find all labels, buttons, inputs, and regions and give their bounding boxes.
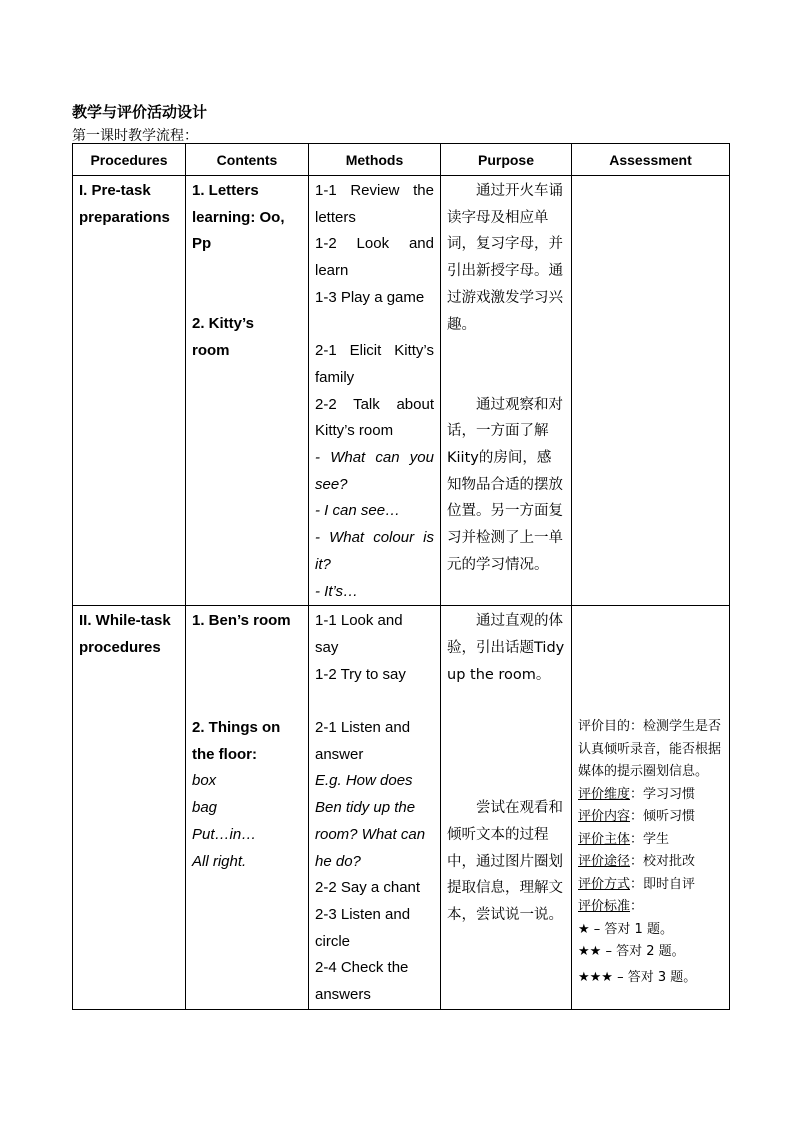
content-line: 1. Letters: [192, 182, 259, 199]
content-item: Put…in…: [192, 825, 257, 843]
method-line: family: [315, 368, 355, 386]
procedure-label: preparations: [79, 208, 170, 226]
method-line: 2-1 Elicit Kitty’s: [315, 342, 434, 360]
method-line: learn: [315, 262, 349, 280]
assessment-subject: 评价主体：学生: [578, 831, 670, 847]
method-line: 1-1 Review the: [315, 182, 434, 199]
method-line: 1-2 Look and: [315, 235, 434, 253]
method-line: 2-2 Say a chant: [315, 879, 421, 897]
method-line: - What can you: [315, 449, 434, 467]
content-line: 1. Ben’s room: [192, 612, 291, 630]
method-line: answer: [315, 745, 364, 763]
method-line: circle: [315, 932, 351, 950]
content-line: learning: Oo,: [192, 208, 285, 226]
header-methods: Methods: [309, 144, 441, 176]
star-rating-1: ★ – 答对 1 题。: [578, 921, 673, 937]
method-example: he do?: [315, 852, 361, 870]
method-line: Kitty’s room: [315, 422, 394, 440]
purpose-cell: [441, 606, 572, 1010]
method-line: say: [315, 638, 339, 656]
content-line: the floor:: [192, 745, 257, 763]
content-item: bag: [192, 799, 218, 817]
assessment-dimension: 评价维度：学习习惯: [578, 786, 696, 802]
assessment-content: 评价内容：倾听习惯: [578, 809, 696, 825]
document-title: 教学与评价活动设计: [72, 103, 208, 121]
procedure-cell: [73, 176, 186, 606]
assessment-goal: 评价目的：检测学生是否认真倾听录音，能否根据媒体的提示圈划信息。: [578, 719, 722, 780]
contents-cell: [186, 176, 309, 606]
method-line: 1-1 Look and: [315, 612, 403, 630]
procedure-label: I. Pre-task: [79, 182, 151, 199]
method-line: 2-4 Check the: [315, 959, 409, 977]
method-example: Ben tidy up the: [315, 799, 416, 817]
method-line: - I can see…: [315, 502, 401, 520]
header-assessment: Assessment: [572, 144, 730, 176]
purpose-cell: [441, 176, 572, 606]
content-line: Pp: [192, 235, 212, 253]
procedure-label: procedures: [79, 638, 161, 656]
purpose-text: 通过观察和对话，一方面了解Kiity的房间，感知物品合适的摆放位置。另一方面复习并检测了上一单元的学习情况。: [447, 396, 563, 573]
method-line: letters: [315, 208, 356, 226]
method-line: - What colour is: [315, 529, 434, 547]
star-rating-3: ★★★ – 答对 3 题。: [578, 969, 697, 985]
assessment-approach: 评价途径：校对批改: [578, 854, 696, 870]
header-contents: Contents: [186, 144, 309, 176]
method-line: it?: [315, 555, 331, 573]
method-example: E.g. How does: [315, 772, 413, 790]
star-rating-2: ★★ – 答对 2 题。: [578, 944, 685, 960]
procedure-cell: [73, 606, 186, 1010]
method-line: 2-1 Listen and: [315, 719, 411, 737]
assessment-standard: 评价标准：: [578, 899, 644, 915]
method-line: - It’s…: [315, 582, 359, 600]
method-line: 1-3 Play a game: [315, 288, 425, 306]
methods-cell: [309, 606, 441, 1010]
lesson-plan-table: [72, 143, 730, 1010]
method-line: 2-3 Listen and: [315, 905, 411, 923]
assessment-cell: [572, 176, 730, 606]
procedure-label: II. While-task: [79, 612, 171, 630]
content-item: All right.: [192, 852, 247, 870]
assessment-cell: [572, 606, 730, 1010]
method-line: answers: [315, 986, 371, 1004]
method-example: room? What can: [315, 825, 426, 843]
purpose-text: 尝试在观看和倾听文本的过程中，通过图片圈划提取信息，理解文本，尝试说一说。: [447, 800, 563, 923]
document-subtitle: 第一课时教学流程：: [72, 128, 198, 144]
header-procedures: Procedures: [73, 144, 186, 176]
method-line: 1-2 Try to say: [315, 665, 406, 683]
assessment-method: 评价方式：即时自评: [578, 876, 696, 892]
content-line: 2. Kitty’s: [192, 315, 254, 333]
method-line: see?: [315, 475, 348, 493]
purpose-text: 通过直观的体验，引出话题Tidy up the room。: [447, 613, 565, 683]
content-line: room: [192, 342, 230, 360]
content-item: box: [192, 772, 217, 790]
methods-cell: [309, 176, 441, 606]
table-row: [73, 606, 730, 1010]
content-line: 2. Things on: [192, 719, 281, 736]
purpose-text: 通过开火车诵读字母及相应单词，复习字母，并引出新授字母。通过游戏激发学习兴趣。: [447, 183, 563, 333]
header-row: [73, 144, 730, 176]
contents-cell: [186, 606, 309, 1010]
method-line: 2-2 Talk about: [315, 395, 434, 413]
header-purpose: Purpose: [441, 144, 572, 176]
table-row: [73, 176, 730, 606]
